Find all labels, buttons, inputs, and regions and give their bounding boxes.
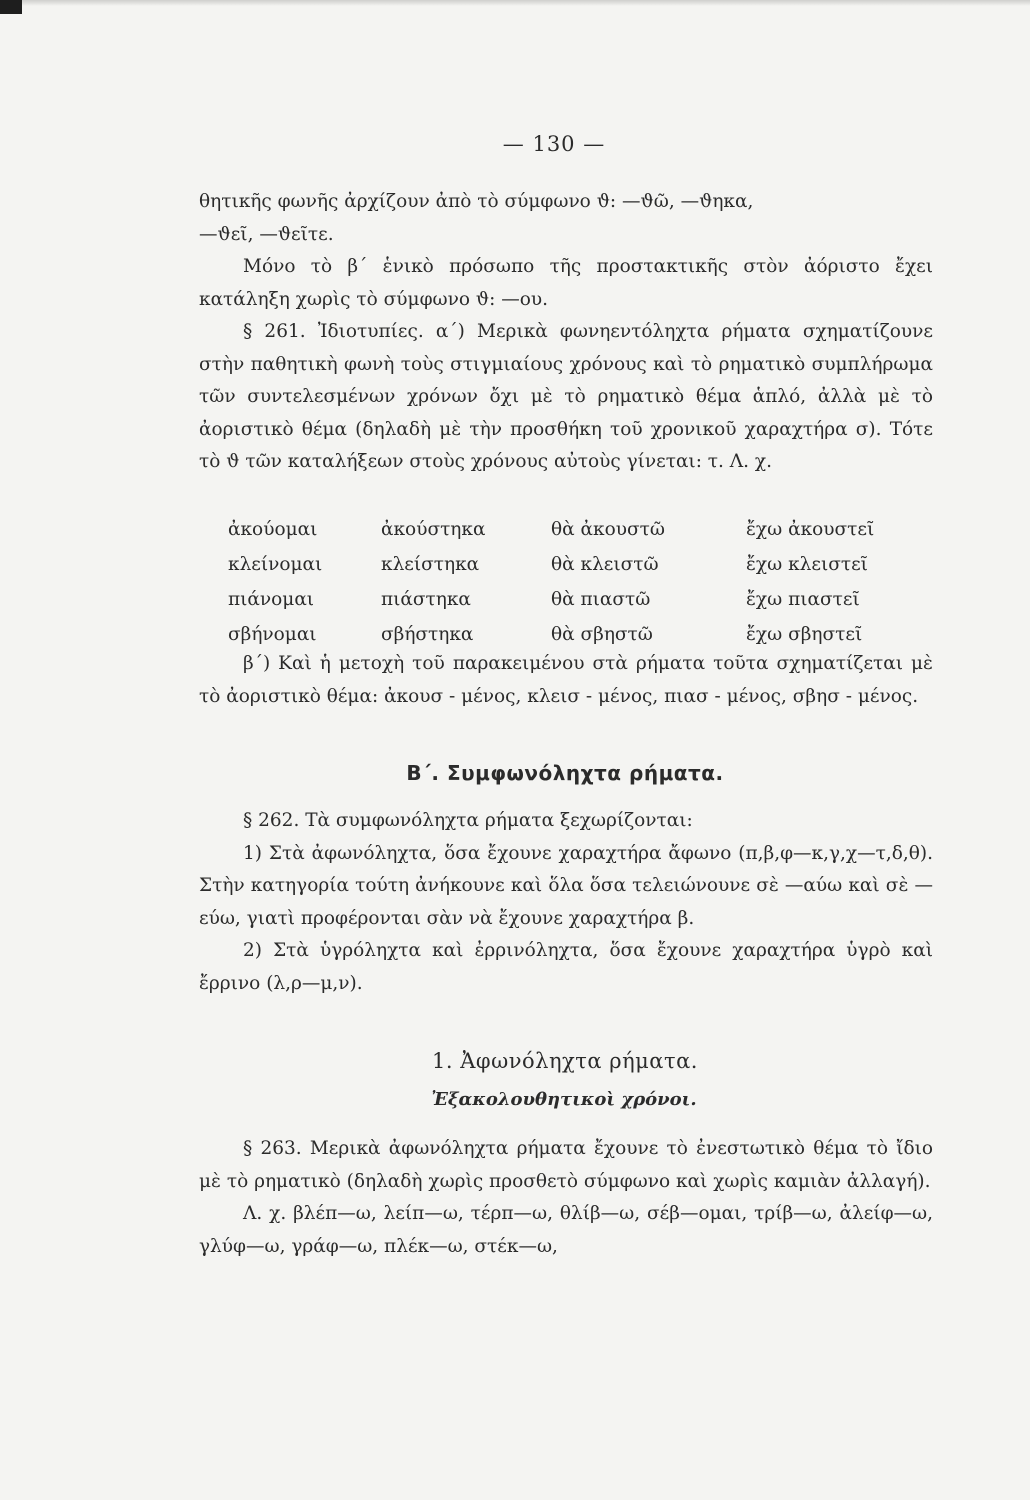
table-cell: ἔχω πιαστεῖ [746, 589, 860, 610]
paragraph: Λ. χ. βλέπ—ω, λείπ—ω, τέρπ—ω, θλίβ—ω, σέβ—ομαι, τρίβ—ω, ἀλείφ—ω, γλύφ—ω, γράφ—ω, πλέκ—ω, στέκ—ω, [199, 1203, 933, 1257]
table-row [228, 512, 948, 547]
scan-corner-mark [0, 0, 22, 14]
page-edge-shadow [0, 0, 1030, 6]
table-cell: πιάστηκα [381, 589, 471, 610]
table-cell: πιάνομαι [228, 589, 315, 610]
paragraph: β΄) Καὶ ἡ μετοχὴ τοῦ παρακειμένου στὰ ρήματα τοῦτα σχηματίζεται μὲ τὸ ἀοριστικὸ θέμα: ἀκουσ - μένος, κλεισ - μένος, πιασ - μένος, σβησ - μένος. [199, 653, 933, 707]
table-cell: ἔχω σβηστεῖ [746, 624, 863, 645]
paragraph-section-262: § 262. Τὰ συμφωνόληχτα ρήματα ξεχωρίζονται: [243, 810, 693, 831]
table-cell: θὰ ἀκουστῶ [551, 519, 665, 540]
table-cell: σβήνομαι [228, 624, 317, 645]
table-cell: ἀκούομαι [228, 519, 318, 540]
paragraph-continuation-line: θητικῆς φωνῆς ἀρχίζουν ἀπὸ τὸ σύμφωνο ϑ: —ϑῶ, —ϑηκα, [199, 191, 754, 212]
conjugation-table [228, 512, 948, 652]
table-cell: θὰ πιαστῶ [551, 589, 651, 610]
paragraph: 1) Στὰ ἀφωνόληχτα, ὅσα ἔχουνε χαραχτήρα ἄφωνο (π,β,φ—κ,γ,χ—τ,δ,θ). Στὴν κατηγορία τούτη ἀνήκουνε καὶ ὅλα ὅσα τελειώνουνε σὲ —αύω καὶ σὲ —εύω, γιατὶ προφέρονται σὰν νὰ ἔχουνε χαραχτήρα β. [199, 842, 933, 929]
table-cell: ἀκούστηκα [381, 519, 486, 540]
table-row [228, 547, 948, 582]
paragraph-section-263: § 263. Μερικὰ ἀφωνόληχτα ρήματα ἔχουνε τὸ ἐνεστωτικὸ θέμα τὸ ἴδιο μὲ τὸ ρηματικὸ (δηλαδὴ χωρὶς προσθετὸ σύμφωνο καὶ χωρὶς καμιὰν ἀλλαγή). [199, 1138, 933, 1192]
table-cell: ἔχω ἀκουστεῖ [746, 519, 875, 540]
page-number: — 130 — [502, 132, 606, 156]
text-block-participle [199, 648, 933, 713]
paragraph-continuation-line: —ϑεῖ, —ϑεῖτε. [199, 223, 334, 245]
table-row [228, 582, 948, 617]
subsection-heading: 1. Ἀφωνόληχτα ρήματα. [432, 1049, 698, 1073]
paragraph: Μόνο τὸ β΄ ἑνικὸ πρόσωπο τῆς προστακτικῆς στὸν ἀόριστο ἔχει κατάληξη χωρὶς τὸ σύμφωνο ϑ: —ου. [199, 256, 933, 310]
text-block-261 [199, 186, 933, 479]
table-cell: ἔχω κλειστεῖ [746, 554, 868, 575]
text-block-263 [199, 1133, 933, 1263]
paragraph-section-261: § 261. Ἰδιοτυπίες. α΄) Μερικὰ φωνηεντόληχτα ρήματα σχηματίζουνε στὴν παθητικὴ φωνὴ τοὺς στιγμιαίους χρόνους καὶ τὸ ρηματικὸ συμπλήρωμα τῶν συντελεσμένων χρόνων ὄχι μὲ τὸ ρηματικὸ θέμα ἁπλό, ἀλλὰ μὲ τὸ ἀοριστικὸ θέμα (δηλαδὴ μὲ τὴν προσθήκη τοῦ χρονικοῦ χαραχτήρα σ). Τότε τὸ ϑ τῶν καταλήξεων στοὺς χρόνους αὐτοὺς γίνεται: τ. Λ. χ. [199, 321, 933, 472]
section-heading: Β΄. Συμφωνόληχτα ρήματα. [406, 761, 724, 785]
table-cell: κλείνομαι [228, 554, 323, 575]
text-block-262 [199, 805, 933, 1000]
table-cell: θὰ κλειστῶ [551, 554, 659, 575]
table-cell: κλείστηκα [381, 554, 480, 575]
table-cell: θὰ σβηστῶ [551, 624, 653, 645]
table-cell: σβήστηκα [381, 624, 474, 645]
paragraph: 2) Στὰ ὑγρόληχτα καὶ ἐρρινόληχτα, ὅσα ἔχουνε χαραχτήρα ὑγρὸ καὶ ἔρρινο (λ,ρ—μ,ν). [199, 940, 933, 994]
table-row [228, 617, 948, 652]
subsubsection-heading: Ἐξακολουθητικοὶ χρόνοι. [431, 1089, 697, 1110]
